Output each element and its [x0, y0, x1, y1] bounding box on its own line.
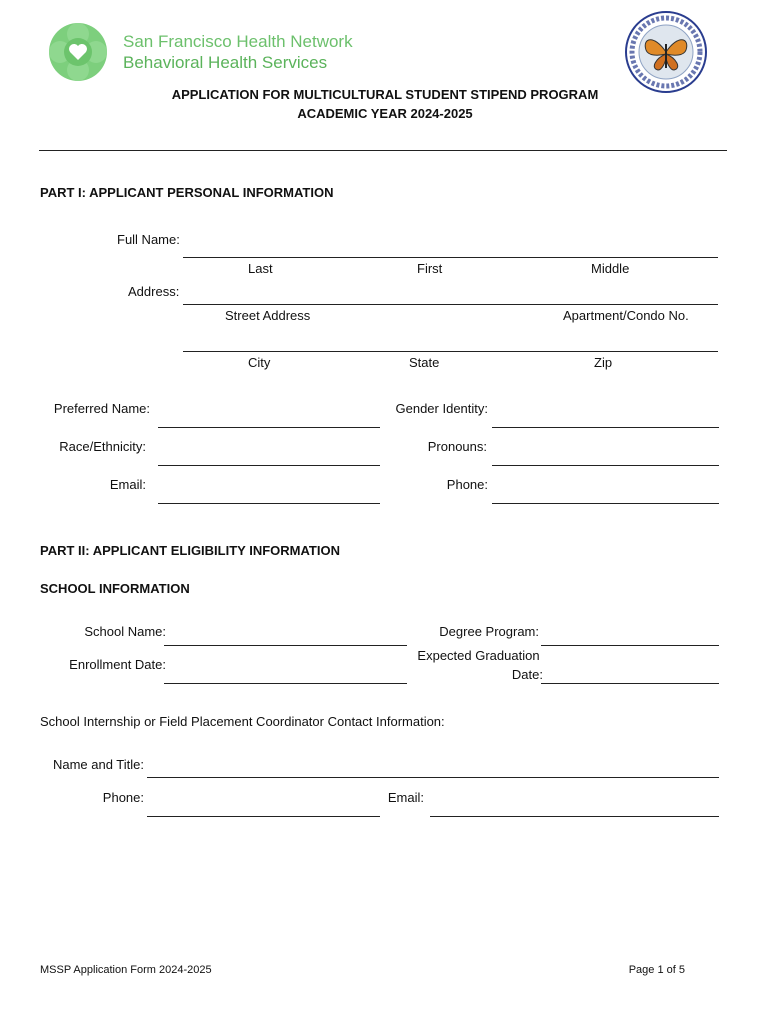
- footer-page-number: Page 1 of 5: [628, 964, 685, 976]
- school-info-heading: SCHOOL INFORMATION: [40, 581, 190, 596]
- address-label: Address:: [128, 284, 180, 299]
- coordinator-phone-label: Phone:: [102, 790, 144, 805]
- form-title: APPLICATION FOR MULTICULTURAL STUDENT STIPEND PROGRAM: [171, 87, 599, 102]
- enrollment-date-label: Enrollment Date:: [69, 657, 166, 672]
- gender-identity-field[interactable]: [492, 427, 719, 428]
- enrollment-date-field[interactable]: [164, 683, 407, 684]
- state-caption: State: [409, 355, 440, 370]
- street-address-caption: Street Address: [225, 308, 311, 323]
- form-subtitle: ACADEMIC YEAR 2024-2025: [297, 106, 473, 121]
- heart-logo-icon: [48, 22, 108, 82]
- degree-program-label: Degree Program:: [439, 624, 539, 639]
- coordinator-label: School Internship or Field Placement Coordinator Contact Information:: [40, 714, 445, 729]
- name-first-caption: First: [417, 261, 443, 276]
- full-name-field[interactable]: [183, 257, 718, 258]
- school-name-field[interactable]: [164, 645, 407, 646]
- apartment-caption: Apartment/Condo No.: [563, 308, 689, 323]
- city-caption: City: [248, 355, 271, 370]
- expected-graduation-date-label: Date:: [511, 667, 543, 682]
- pronouns-label: Pronouns:: [427, 439, 487, 454]
- name-last-caption: Last: [248, 261, 273, 276]
- coordinator-email-field[interactable]: [430, 816, 719, 817]
- phone-label: Phone:: [446, 477, 488, 492]
- coordinator-email-label: Email:: [387, 790, 424, 805]
- school-name-label: School Name:: [84, 624, 166, 639]
- part2-heading: PART II: APPLICANT ELIGIBILITY INFORMATION: [40, 543, 340, 558]
- full-name-label: Full Name:: [117, 232, 180, 247]
- expected-graduation-field[interactable]: [541, 683, 719, 684]
- coordinator-phone-field[interactable]: [147, 816, 380, 817]
- footer-form-name: MSSP Application Form 2024-2025: [40, 964, 212, 976]
- pronouns-field[interactable]: [492, 465, 719, 466]
- name-title-field[interactable]: [147, 777, 719, 778]
- name-title-label: Name and Title:: [52, 757, 144, 772]
- preferred-name-field[interactable]: [158, 427, 380, 428]
- email-label: Email:: [109, 477, 146, 492]
- butterfly-seal-icon: [624, 10, 708, 94]
- preferred-name-label: Preferred Name:: [53, 401, 150, 416]
- gender-identity-label: Gender Identity:: [395, 401, 488, 416]
- header-divider: [39, 150, 727, 151]
- street-address-field[interactable]: [183, 304, 718, 305]
- part1-heading: PART I: APPLICANT PERSONAL INFORMATION: [40, 185, 334, 200]
- org-name: San Francisco Health Network: [123, 32, 353, 51]
- org-department: Behavioral Health Services: [123, 53, 328, 72]
- race-ethnicity-field[interactable]: [158, 465, 380, 466]
- name-middle-caption: Middle: [591, 261, 630, 276]
- degree-program-field[interactable]: [541, 645, 719, 646]
- city-state-zip-field[interactable]: [183, 351, 718, 352]
- phone-field[interactable]: [492, 503, 719, 504]
- expected-graduation-label: Expected Graduation: [417, 648, 540, 663]
- email-field[interactable]: [158, 503, 380, 504]
- zip-caption: Zip: [594, 355, 613, 370]
- race-ethnicity-label: Race/Ethnicity:: [59, 439, 146, 454]
